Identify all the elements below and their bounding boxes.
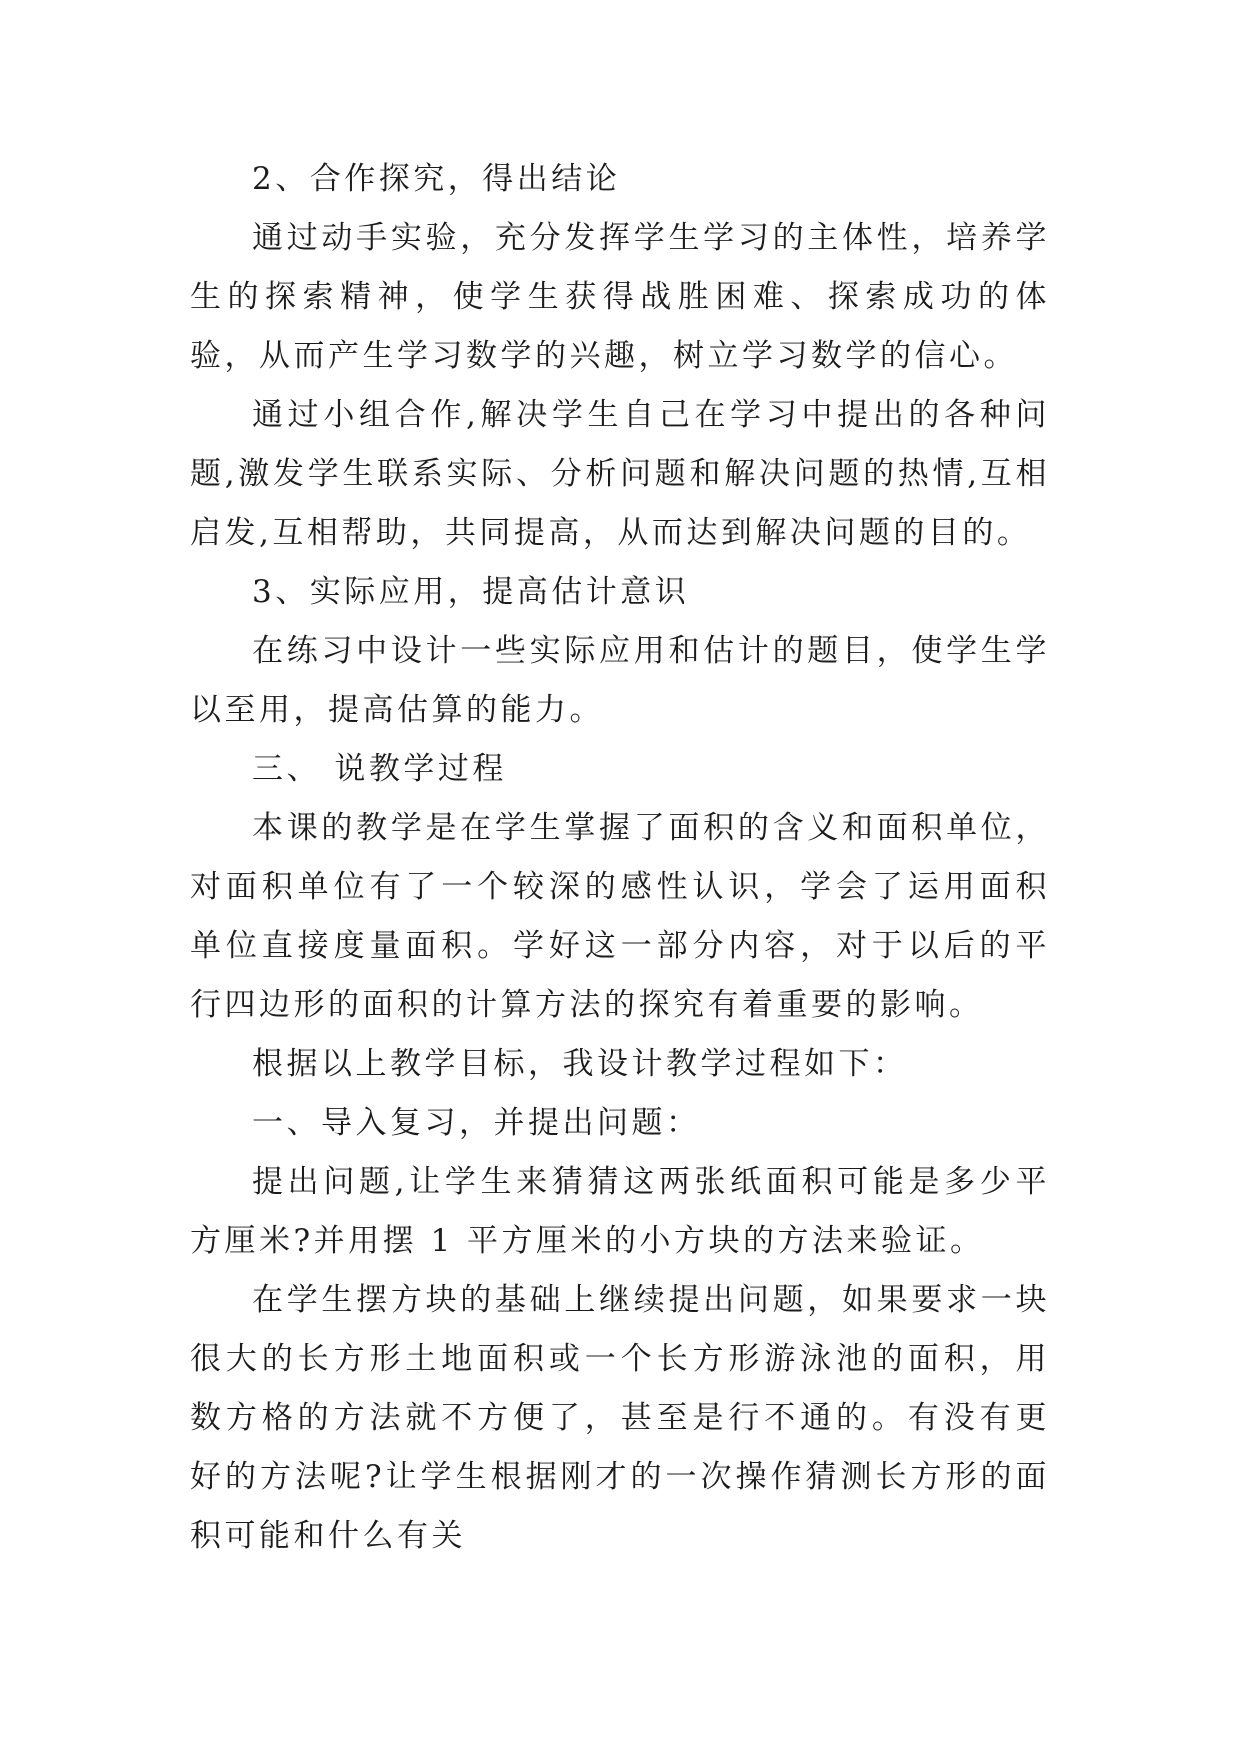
paragraph-lesson-background: 本课的教学是在学生掌握了面积的含义和面积单位，对面积单位有了一个较深的感性认识，学会了运用面积单位直接度量面积。学好这一部分内容，对于以后的平行四边形的面积的计算方法的探究有着重要的影响。	[190, 810, 1050, 1023]
section-heading-review-intro: 一、导入复习，并提出问题：	[252, 1105, 701, 1141]
paragraph-further-question: 在学生摆方块的基础上继续提出问题，如果要求一块很大的长方形土地面积或一个长方形游泳池的面积，用数方格的方法就不方便了，甚至是行不通的。有没有更好的方法呢?让学生根据刚才的一次操作猜测长方形的面积可能和什么有关	[190, 1282, 1050, 1554]
section-heading-practical-application: 3、实际应用，提高估计意识	[252, 574, 690, 610]
paragraph-group-cooperation: 通过小组合作,解决学生自己在学习中提出的各种问题,激发学生联系实际、分析问题和解决问题的热情,互相启发,互相帮助，共同提高，从而达到解决问题的目的。	[190, 397, 1050, 551]
paragraph-hands-on-experiment: 通过动手实验，充分发挥学生学习的主体性，培养学生的探索精神，使学生获得战胜困难、探索成功的体验，从而产生学习数学的兴趣，树立学习数学的信心。	[190, 220, 1050, 374]
section-heading-teaching-process: 三、 说教学过程	[252, 751, 507, 787]
section-heading-cooperative-inquiry: 2、合作探究，得出结论	[252, 161, 621, 197]
document-body	[190, 150, 1050, 1566]
paragraph-raise-question: 提出问题,让学生来猜猜这两张纸面积可能是多少平方厘米?并用摆 1 平方厘米的小方块的方法来验证。	[190, 1164, 1050, 1259]
paragraph-process-intro: 根据以上教学目标，我设计教学过程如下：	[252, 1046, 908, 1082]
paragraph-practice-design: 在练习中设计一些实际应用和估计的题目，使学生学以至用，提高估算的能力。	[190, 633, 1050, 728]
